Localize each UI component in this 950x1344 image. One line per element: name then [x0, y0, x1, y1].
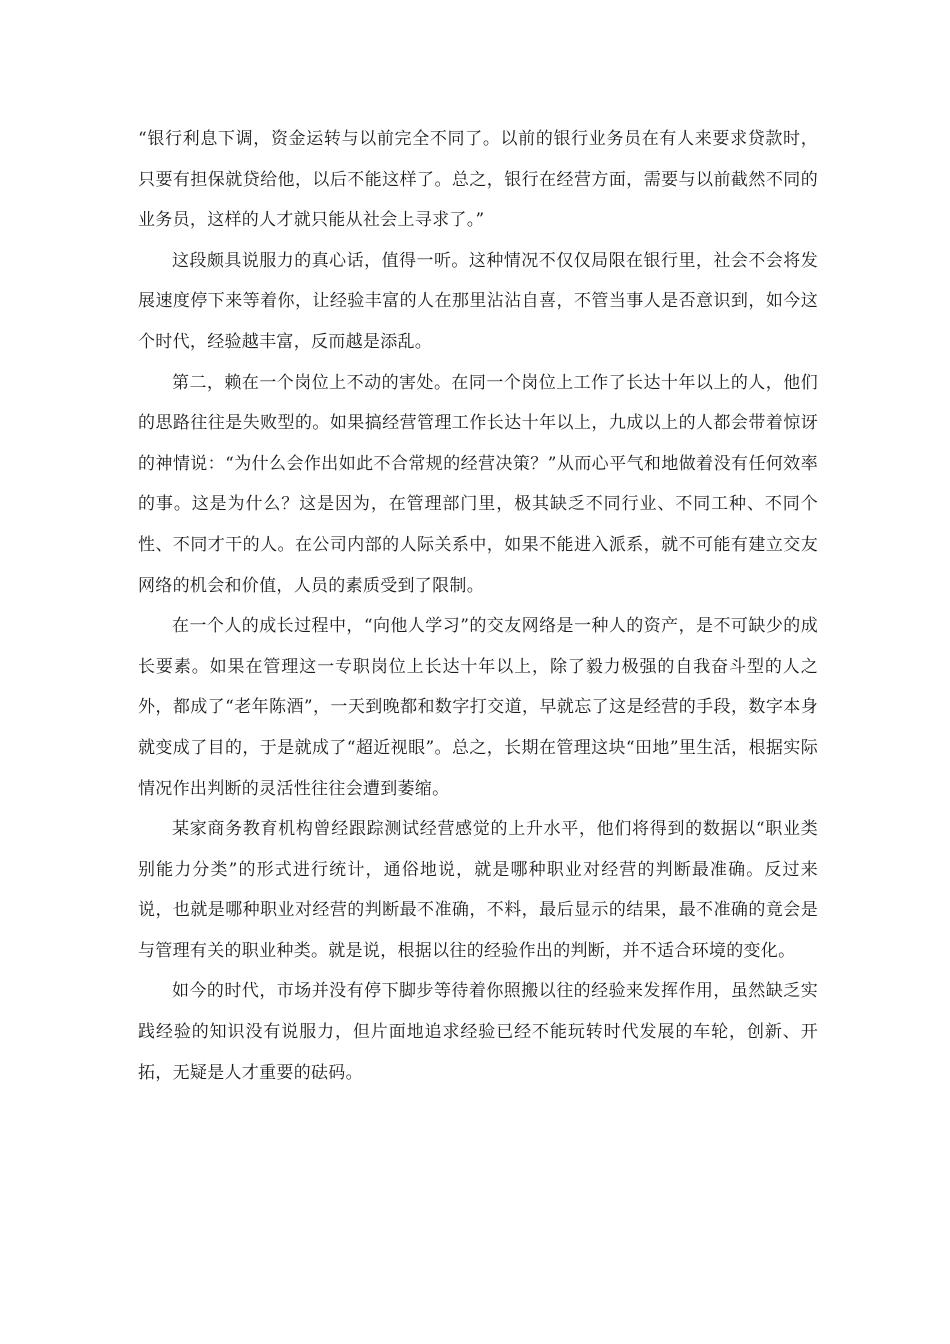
paragraph-5: 某家商务教育机构曾经跟踪测试经营感觉的上升水平，他们将得到的数据以“职业类别能力分类”的形式进行统计，通俗地说，就是哪种职业对经营的判断最准确。反过来说，也就是哪种职业对经营的判断最不准确，不料，最后显示的结果，最不准确的竟会是与管理有关的职业种类。就是说，根据以往的经验作出的判断，并不适合环境的变化。 — [138, 819, 818, 961]
paragraph-3: 第二，赖在一个岗位上不动的害处。在同一个岗位上工作了长达十年以上的人，他们的思路往往是失败型的。如果搞经营管理工作长达十年以上，九成以上的人都会带着惊讶的神情说：“为什么会作出如此不合常规的经营决策？”从而心平气和地做着没有任何效率的事。这是为什么？这是因为，在管理部门里，极其缺乏不同行业、不同工种、不同个性、不同才干的人。在公司内部的人际关系中，如果不能进入派系，就不可能有建立交友网络的机会和价值，人员的素质受到了限制。 — [138, 372, 818, 596]
paragraph-quote: “银行利息下调，资金运转与以前完全不同了。以前的银行业务员在有人来要求贷款时，只要有担保就贷给他，以后不能这样了。总之，银行在经营方面，需要与以前截然不同的业务员，这样的人才就只能从社会上寻求了。” — [138, 129, 818, 231]
paragraph-2: 这段颇具说服力的真心话，值得一听。这种情况不仅仅局限在银行里，社会不会将发展速度停下来等着你，让经验丰富的人在那里沾沾自喜，不管当事人是否意识到，如今这个时代，经验越丰富，反而越是添乱。 — [138, 250, 818, 352]
paragraph-4: 在一个人的成长过程中，“向他人学习”的交友网络是一种人的资产，是不可缺少的成长要素。如果在管理这一专职岗位上长达十年以上，除了毅力极强的自我奋斗型的人之外，都成了“老年陈酒”，一天到晚都和数字打交道，早就忘了这是经营的手段，数字本身就变成了目的，于是就成了“超近视眼”。总之，长期在管理这块“田地”里生活，根据实际情况作出判断的灵活性往往会遭到萎缩。 — [138, 616, 818, 799]
paragraph-6: 如今的时代，市场并没有停下脚步等待着你照搬以往的经验来发挥作用，虽然缺乏实践经验的知识没有说服力，但片面地追求经验已经不能玩转时代发展的车轮，创新、开拓，无疑是人才重要的砝码。 — [138, 981, 818, 1083]
document-body — [138, 119, 818, 1093]
